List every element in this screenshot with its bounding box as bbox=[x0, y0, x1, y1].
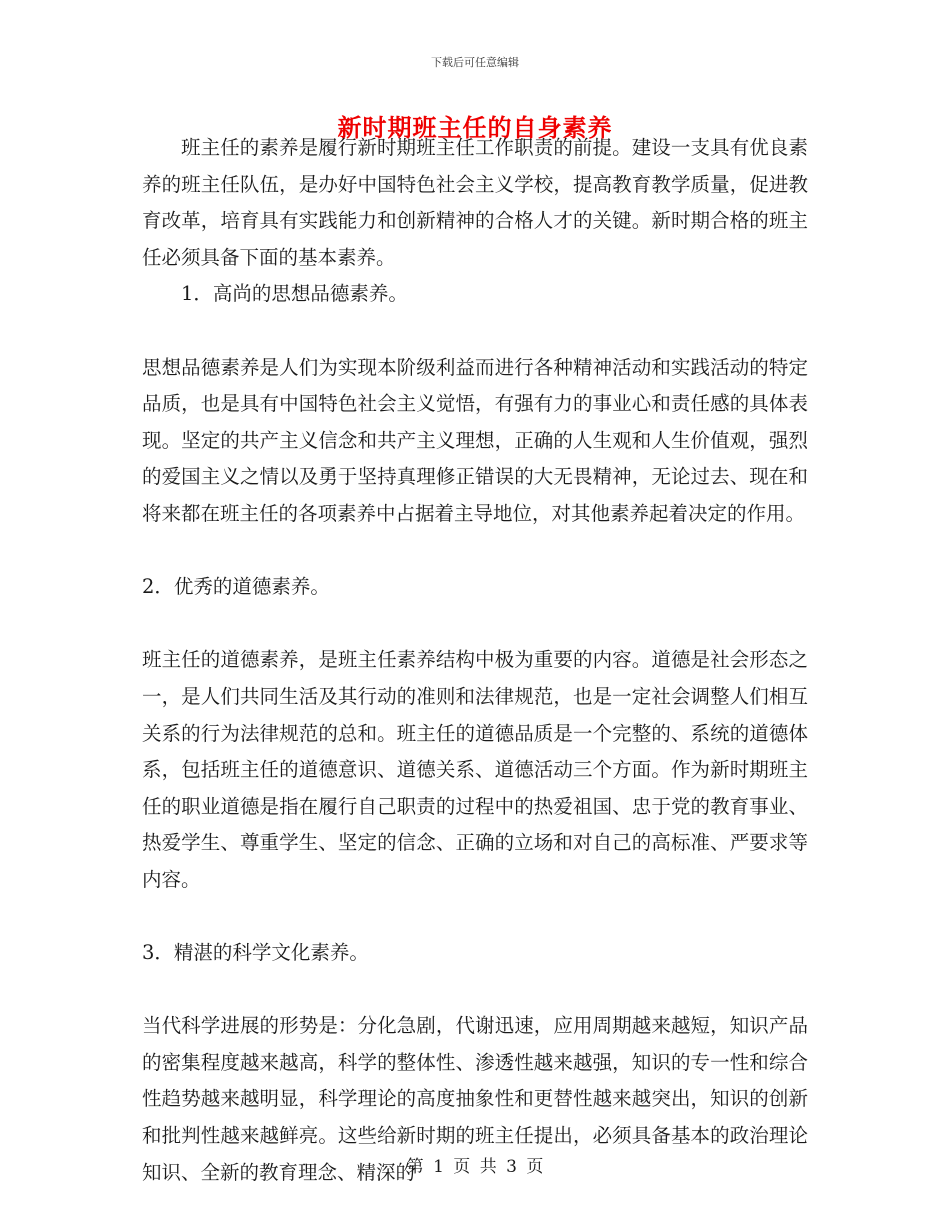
section-body-2: 班主任的道德素养，是班主任素养结构中极为重要的内容。道德是社会形态之一，是人们共同生活及其行动的准则和法律规范，也是一定社会调整人们相互关系的行为法律规范的总和。班主任的道德品质是一个完整的、系统的道德体系，包括班主任的道德意识、道德关系、道德活动三个方面。作为新时期班主任的职业道德是指在履行自己职责的过程中的热爱祖国、忠于党的教育事业、热爱学生、尊重学生、坚定的信念、正确的立场和对自己的高标准、严要求等内容。 bbox=[142, 648, 808, 891]
section-heading-1: 1．高尚的思想品德素养。 bbox=[181, 282, 408, 306]
section-heading-3: 3．精湛的科学文化素养。 bbox=[142, 941, 369, 965]
document-title: 新时期班主任的自身素养 bbox=[337, 113, 613, 142]
intro-paragraph: 班主任的素养是履行新时期班主任工作职责的前提。建设一支具有优良素养的班主任队伍，是办好中国特色社会主义学校，提高教育教学质量，促进教育改革，培育具有实践能力和创新精神的合格人才的关键。新时期合格的班主任必须具备下面的基本素养。 bbox=[142, 136, 808, 269]
document-body bbox=[142, 130, 808, 1191]
page-footer: 第 1 页 共 3 页 bbox=[406, 1157, 544, 1177]
section-heading-2: 2．优秀的道德素养。 bbox=[142, 575, 330, 599]
page-header: 下载后可任意编辑 bbox=[431, 56, 519, 69]
section-body-3: 当代科学进展的形势是：分化急剧，代谢迅速，应用周期越来越短，知识产品的密集程度越来越高，科学的整体性、渗透性越来越强，知识的专一性和综合性趋势越来越明显，科学理论的高度抽象性和更替性越来越突出，知识的创新和批判性越来越鲜亮。这些给新时期的班主任提出，必须具备基本的政治理论知识、全新的教育理念、精深的 bbox=[142, 1014, 808, 1184]
section-body-1: 思想品德素养是人们为实现本阶级利益而进行各种精神活动和实践活动的特定品质，也是具有中国特色社会主义觉悟，有强有力的事业心和责任感的具体表现。坚定的共产主义信念和共产主义理想，正确的人生观和人生价值观，强烈的爱国主义之情以及勇于坚持真理修正错误的大无畏精神，无论过去、现在和将来都在班主任的各项素养中占据着主导地位，对其他素养起着决定的作用。 bbox=[142, 355, 808, 525]
